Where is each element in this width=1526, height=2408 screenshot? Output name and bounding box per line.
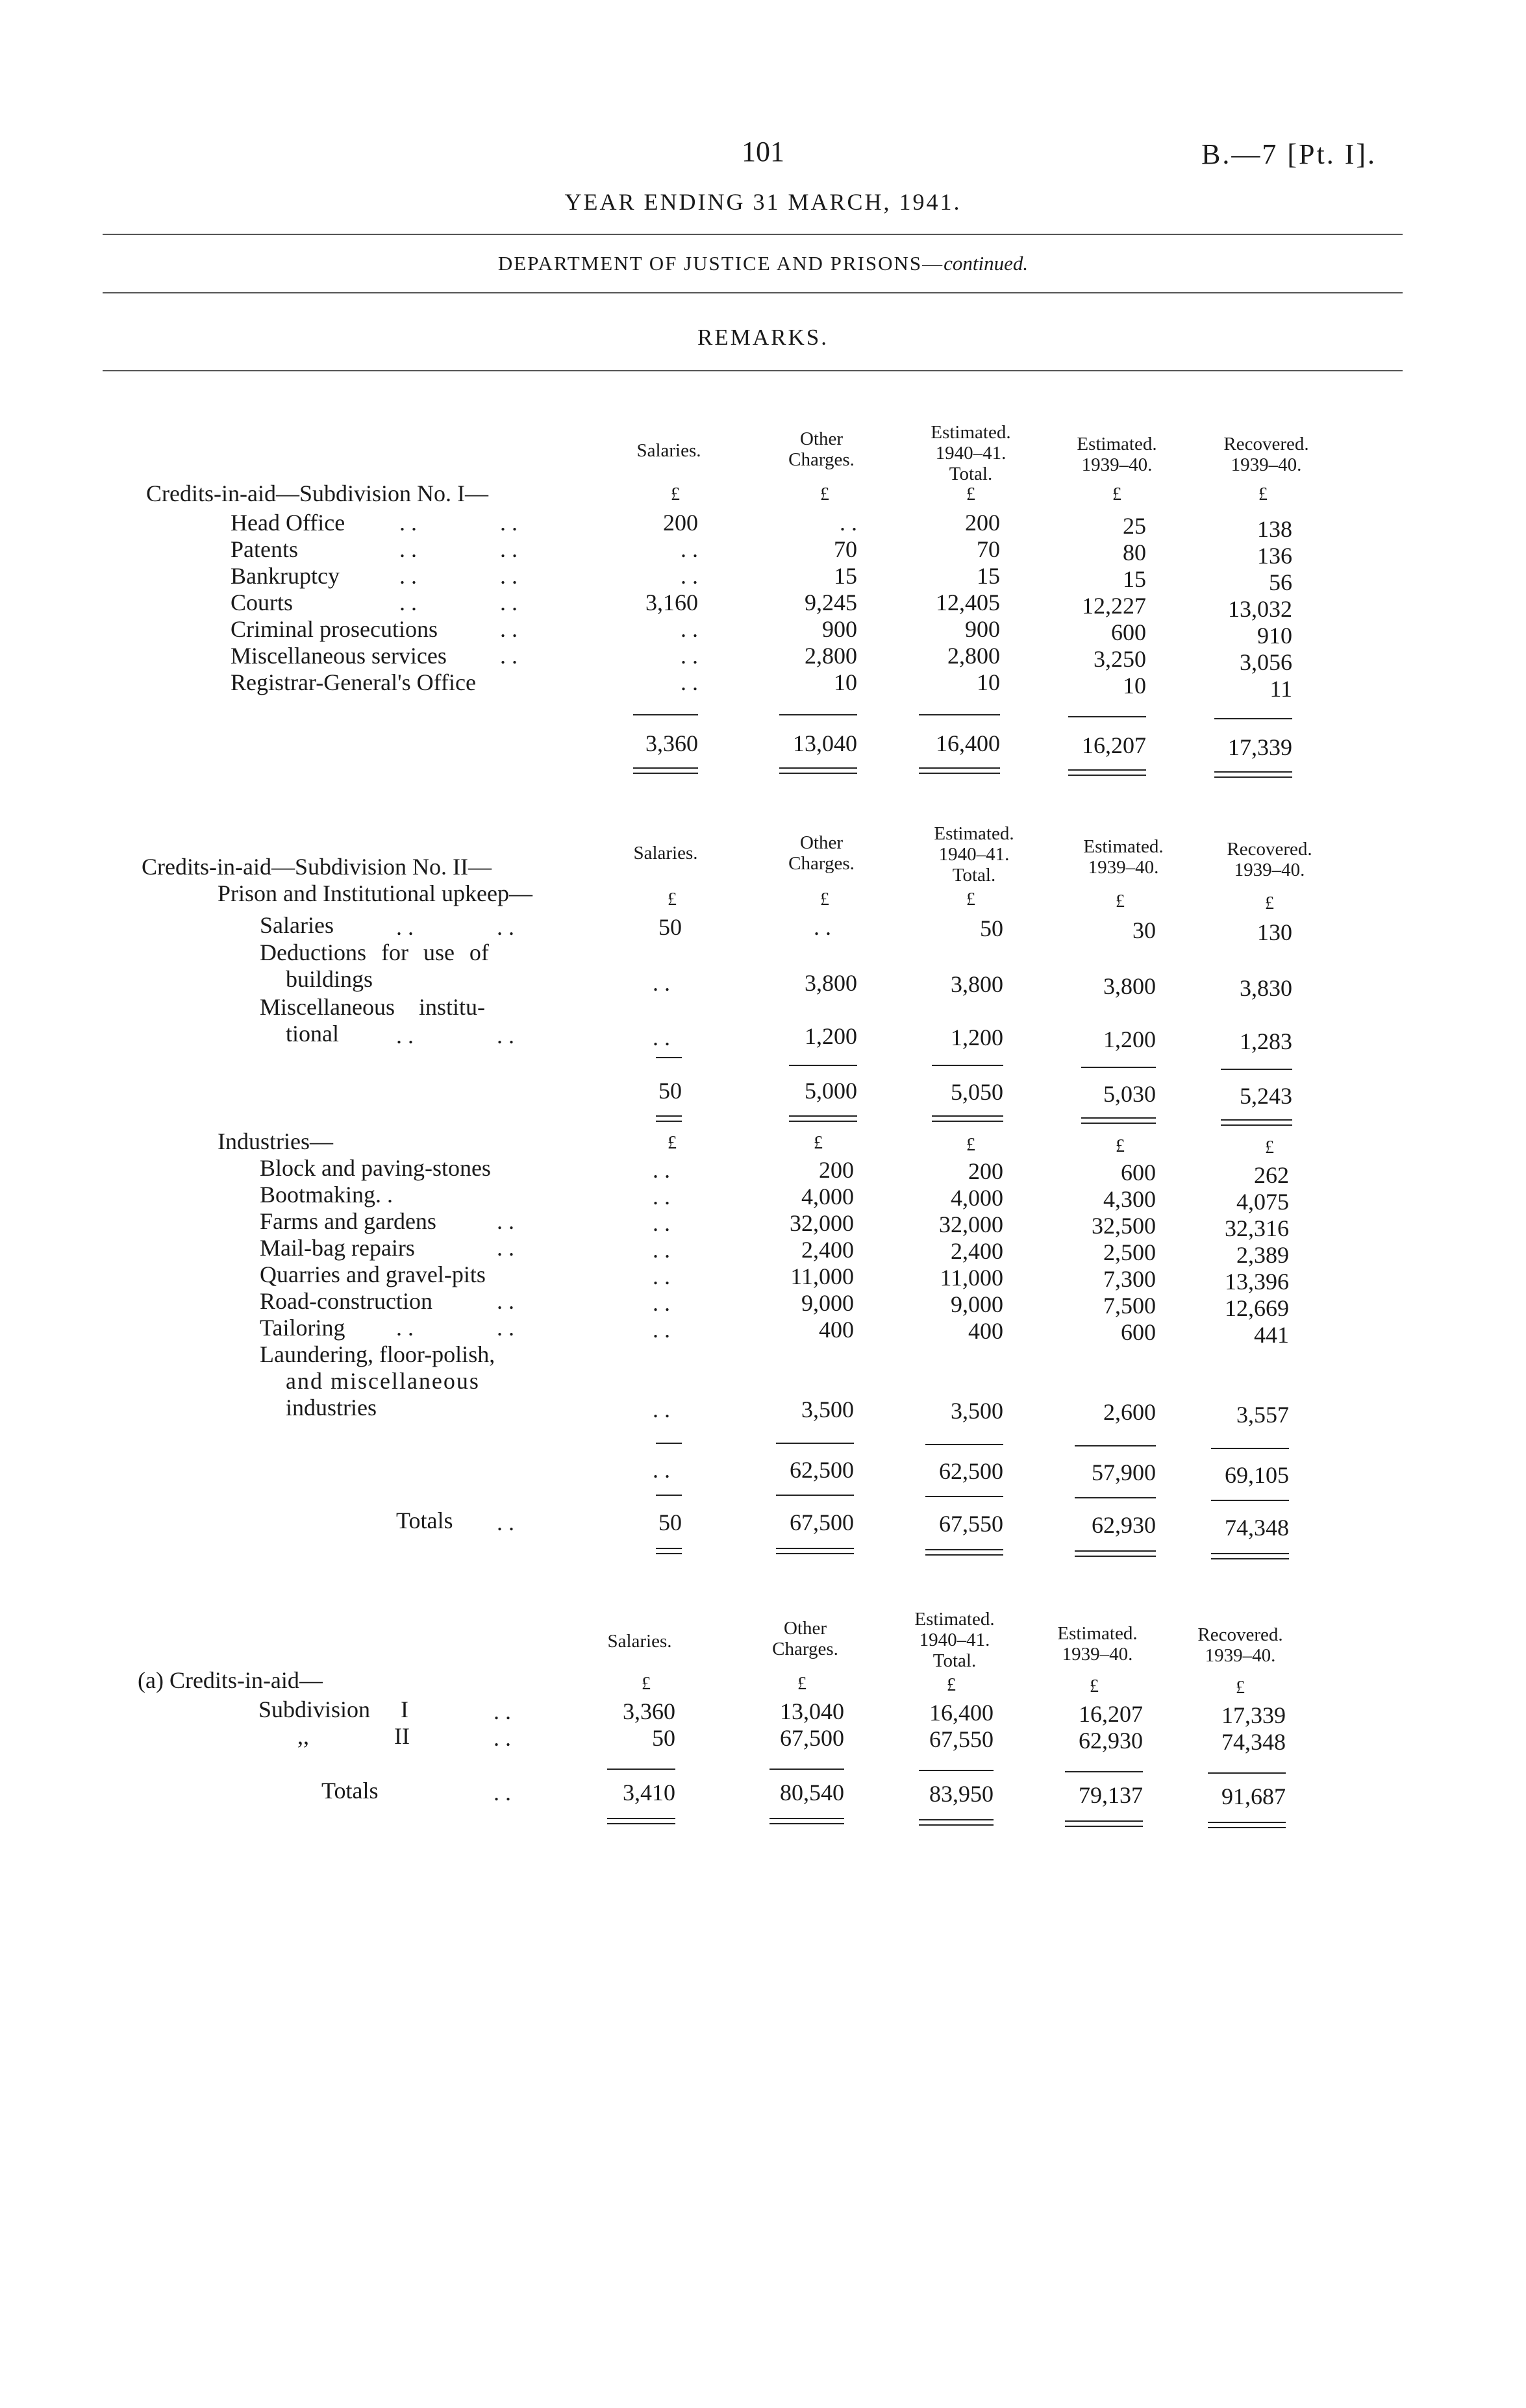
sum-line — [1068, 716, 1146, 717]
subtotal-other-charges: 5,000 — [805, 1078, 857, 1104]
cell-recovered-1939: 12,669 — [1225, 1295, 1289, 1321]
cell-salaries: . . — [653, 1290, 670, 1316]
subtotal-double-line — [656, 1115, 682, 1122]
currency-label: £ — [1265, 1137, 1274, 1158]
cell-other-charges: 13,040 — [780, 1698, 844, 1724]
cell-estimated-1940: 32,000 — [939, 1211, 1003, 1237]
cell-other-charges: 2,800 — [805, 643, 857, 669]
cell-estimated-1940: 9,000 — [951, 1291, 1003, 1317]
cell-salaries: . . — [653, 1263, 670, 1289]
leader-dots: . . — [497, 1315, 514, 1341]
sum-line — [1221, 1069, 1292, 1070]
cell-recovered-1939: 2,389 — [1236, 1242, 1289, 1268]
cell-estimated-1939: 7,300 — [1103, 1266, 1156, 1292]
cell-estimated-1939: 600 — [1111, 619, 1146, 645]
row-label: Salaries — [260, 912, 334, 938]
sum-line — [779, 714, 857, 715]
cell-recovered-1939: 3,830 — [1240, 975, 1292, 1001]
currency-label: £ — [814, 1133, 823, 1153]
cell-estimated-1940: 3,800 — [951, 971, 1003, 997]
table-subtitle: Prison and Institutional upkeep— — [218, 880, 532, 906]
department-title — [0, 252, 1526, 275]
cell-other-charges: 32,000 — [790, 1210, 854, 1236]
currency-label: £ — [820, 484, 829, 504]
row-label: Miscellaneous services — [231, 643, 447, 669]
cell-other-charges: 4,000 — [801, 1184, 854, 1210]
currency-label: £ — [668, 1133, 677, 1153]
total-double-line — [919, 1819, 994, 1826]
cell-other-charges: 1,200 — [805, 1023, 857, 1049]
leader-dots: . . — [497, 1288, 514, 1314]
cell-estimated-1939: 30 — [1132, 917, 1156, 943]
subtotal-double-line — [932, 1115, 1003, 1122]
cell-other-charges: . . — [840, 510, 857, 536]
row-label: Bootmaking. . — [260, 1182, 393, 1208]
total-other-charges: 80,540 — [780, 1780, 844, 1806]
row-label: Laundering, floor-polish, — [260, 1341, 495, 1367]
department-rule — [103, 292, 1403, 293]
currency-label: £ — [820, 889, 829, 910]
sum-line — [1211, 1500, 1289, 1501]
cell-estimated-1939: 12,227 — [1082, 593, 1146, 619]
row-label: Head Office — [231, 510, 345, 536]
sum-line — [1075, 1445, 1156, 1446]
cell-estimated-1940: 400 — [968, 1318, 1003, 1344]
total-other-charges: 13,040 — [793, 730, 857, 756]
cell-other-charges: 11,000 — [790, 1263, 854, 1289]
col-header-salaries: Salaries. — [633, 843, 698, 863]
currency-label: £ — [1258, 484, 1268, 504]
row-label: Road-construction — [260, 1288, 432, 1314]
sum-line — [607, 1769, 675, 1770]
cell-salaries: . . — [653, 1317, 670, 1343]
cell-estimated-1940: 70 — [977, 536, 1000, 562]
total-estimated-1940: 16,400 — [936, 730, 1000, 756]
currency-label: £ — [668, 889, 677, 910]
total-double-line — [776, 1548, 854, 1554]
cell-recovered-1939: 262 — [1254, 1162, 1289, 1188]
total-salaries: 3,410 — [623, 1780, 675, 1806]
total-recovered-1939: 74,348 — [1225, 1515, 1289, 1541]
cell-estimated-1940: 2,800 — [947, 643, 1000, 669]
cell-other-charges: . . — [814, 914, 831, 940]
leader-dots: . . — [396, 1023, 414, 1049]
sum-line — [656, 1057, 682, 1058]
row-label: Registrar-General's Office — [231, 669, 476, 695]
currency-label: £ — [1116, 891, 1125, 912]
currency-label: £ — [1116, 1136, 1125, 1156]
col-header-salaries: Salaries. — [636, 440, 701, 461]
row-label: Quarries and gravel-pits — [260, 1261, 486, 1287]
col-header-estimated-1939: Estimated. 1939–40. — [1083, 836, 1164, 878]
sum-line — [769, 1769, 844, 1770]
subtotal-recovered-1939: 69,105 — [1225, 1462, 1289, 1488]
cell-recovered-1939: 74,348 — [1221, 1729, 1286, 1755]
cell-estimated-1940: 3,500 — [951, 1398, 1003, 1424]
cell-salaries: 3,160 — [645, 590, 698, 615]
col-header-other-charges: Other Charges. — [788, 428, 855, 470]
sum-line — [776, 1495, 854, 1496]
leader-dots: . . — [497, 1023, 514, 1049]
sum-line — [1075, 1497, 1156, 1498]
page-number: 101 — [742, 136, 784, 168]
cell-estimated-1939: 600 — [1121, 1319, 1156, 1345]
col-header-other-charges: Other Charges. — [788, 832, 855, 874]
leader-dots: . . — [399, 510, 417, 536]
cell-estimated-1939: 2,600 — [1103, 1399, 1156, 1425]
currency-label: £ — [966, 1135, 975, 1155]
cell-other-charges: 10 — [834, 669, 857, 695]
cell-estimated-1940: 200 — [965, 510, 1000, 536]
cell-recovered-1939: 3,557 — [1236, 1402, 1289, 1428]
currency-label: £ — [1236, 1678, 1245, 1698]
table-title: (a) Credits-in-aid— — [138, 1667, 323, 1693]
total-double-line — [1065, 1820, 1143, 1827]
total-double-line — [1208, 1822, 1286, 1828]
leader-dots: . . — [494, 1780, 511, 1806]
currency-label: £ — [642, 1674, 651, 1694]
cell-salaries: 50 — [658, 914, 682, 940]
cell-estimated-1940: 67,550 — [929, 1726, 994, 1752]
remarks-rule — [103, 370, 1403, 371]
cell-recovered-1939: 441 — [1254, 1322, 1289, 1348]
row-label-continued: tional — [286, 1021, 339, 1047]
currency-label: £ — [966, 484, 975, 504]
col-header-other-charges: Other Charges. — [772, 1618, 838, 1659]
currency-label: £ — [1090, 1676, 1099, 1696]
currency-label: £ — [671, 484, 680, 504]
cell-estimated-1940: 15 — [977, 563, 1000, 589]
table-title: Credits-in-aid—Subdivision No. I— — [146, 480, 488, 506]
cell-estimated-1940: 900 — [965, 616, 1000, 642]
subtotal-salaries: 50 — [658, 1078, 682, 1104]
sum-line — [633, 714, 698, 715]
subtotal-other-charges: 62,500 — [790, 1457, 854, 1483]
currency-label: £ — [1265, 893, 1274, 913]
total-other-charges: 67,500 — [790, 1509, 854, 1535]
cell-recovered-1939: 13,032 — [1228, 596, 1292, 622]
total-double-line — [1214, 771, 1292, 778]
row-label: Bankruptcy — [231, 563, 340, 589]
sum-line — [925, 1496, 1003, 1497]
cell-estimated-1939: 600 — [1121, 1160, 1156, 1185]
leader-dots: . . — [399, 590, 417, 615]
total-estimated-1939: 62,930 — [1092, 1512, 1156, 1538]
col-header-recovered-1939: Recovered. 1939–40. — [1227, 839, 1312, 880]
total-recovered-1939: 91,687 — [1221, 1783, 1286, 1809]
cell-estimated-1940: 11,000 — [940, 1265, 1003, 1291]
total-double-line — [633, 767, 698, 774]
row-label: Farms and gardens — [260, 1208, 436, 1234]
cell-recovered-1939: 138 — [1257, 516, 1292, 542]
leader-dots: . . — [500, 590, 518, 615]
subtotal-estimated-1940: 5,050 — [951, 1079, 1003, 1105]
currency-label: £ — [966, 889, 975, 910]
col-header-recovered-1939: Recovered. 1939–40. — [1223, 434, 1309, 475]
cell-recovered-1939: 32,316 — [1225, 1215, 1289, 1241]
cell-salaries: . . — [681, 616, 698, 642]
totals-label: Totals — [321, 1778, 379, 1804]
cell-other-charges: 3,800 — [805, 970, 857, 996]
cell-recovered-1939: 11 — [1270, 676, 1292, 702]
row-label: Deductions for use of — [260, 939, 489, 965]
total-double-line — [1211, 1553, 1289, 1559]
sum-line — [1214, 718, 1292, 719]
cell-estimated-1939: 25 — [1123, 513, 1146, 539]
subtotal-estimated-1940: 62,500 — [939, 1458, 1003, 1484]
total-double-line — [769, 1818, 844, 1824]
col-header-estimated-1939: Estimated. 1939–40. — [1057, 1623, 1138, 1665]
cell-estimated-1940: 10 — [977, 669, 1000, 695]
cell-estimated-1939: 15 — [1123, 566, 1146, 592]
subtotal-double-line — [1081, 1117, 1156, 1124]
total-double-line — [1068, 769, 1146, 776]
section-title: REMARKS. — [697, 325, 829, 350]
leader-dots: . . — [396, 914, 414, 940]
total-estimated-1939: 79,137 — [1079, 1782, 1143, 1808]
cell-recovered-1939: 910 — [1257, 623, 1292, 649]
total-salaries: 3,360 — [645, 730, 698, 756]
cell-recovered-1939: 17,339 — [1221, 1702, 1286, 1728]
leader-dots: . . — [500, 616, 518, 642]
sum-line — [919, 1770, 994, 1771]
cell-estimated-1939: 16,207 — [1079, 1701, 1143, 1727]
cell-other-charges: 400 — [819, 1317, 854, 1343]
total-double-line — [779, 767, 857, 774]
leader-dots: . . — [399, 563, 417, 589]
col-header-estimated-1940: Estimated. 1940–41. Total. — [931, 422, 1011, 484]
cell-estimated-1939: 3,250 — [1094, 646, 1146, 672]
cell-salaries: 3,360 — [623, 1698, 675, 1724]
col-header-estimated-1940: Estimated. 1940–41. Total. — [934, 823, 1014, 886]
cell-estimated-1939: 3,800 — [1103, 973, 1156, 999]
row-label: Criminal prosecutions — [231, 616, 438, 642]
sum-line — [1211, 1448, 1289, 1449]
department-continued: continued. — [944, 252, 1029, 275]
total-estimated-1940: 67,550 — [939, 1511, 1003, 1537]
sum-line — [776, 1443, 854, 1444]
cell-other-charges: 70 — [834, 536, 857, 562]
sum-line — [919, 714, 1000, 715]
cell-estimated-1939: 32,500 — [1092, 1213, 1156, 1239]
total-double-line — [1075, 1550, 1156, 1557]
col-header-salaries: Salaries. — [607, 1631, 672, 1652]
cell-estimated-1940: 12,405 — [936, 590, 1000, 615]
row-label: Tailoring — [260, 1315, 345, 1341]
cell-estimated-1939: 80 — [1123, 540, 1146, 565]
subtotal-recovered-1939: 5,243 — [1240, 1083, 1292, 1109]
year-title: YEAR ENDING 31 MARCH, 1941. — [564, 189, 962, 215]
cell-estimated-1939: 4,300 — [1103, 1186, 1156, 1212]
cell-salaries: . . — [653, 970, 670, 996]
cell-recovered-1939: 4,075 — [1236, 1189, 1289, 1215]
leader-dots: . . — [500, 643, 518, 669]
total-salaries: 50 — [658, 1509, 682, 1535]
cell-estimated-1939: 10 — [1123, 673, 1146, 699]
cell-salaries: 50 — [652, 1725, 675, 1751]
cell-salaries: . . — [653, 1024, 670, 1050]
sum-line — [932, 1065, 1003, 1066]
sum-line — [656, 1495, 682, 1496]
total-double-line — [919, 767, 1000, 774]
subtotal-double-line — [789, 1115, 857, 1122]
leader-dots: . . — [497, 1235, 514, 1261]
totals-label: Totals — [396, 1508, 453, 1533]
cell-salaries: 200 — [663, 510, 698, 536]
sum-line — [789, 1065, 857, 1066]
row-label: Miscellaneous institu- — [260, 994, 485, 1020]
document-reference: B.—7 [Pt. I]. — [1201, 138, 1377, 170]
cell-recovered-1939: 13,396 — [1225, 1269, 1289, 1295]
row-label-continued: buildings — [286, 966, 373, 992]
row-label: Patents — [231, 536, 298, 562]
cell-recovered-1939: 1,283 — [1240, 1028, 1292, 1054]
total-double-line — [925, 1549, 1003, 1556]
industries-title: Industries— — [218, 1128, 333, 1154]
total-estimated-1940: 83,950 — [929, 1781, 994, 1807]
cell-salaries: . . — [681, 563, 698, 589]
cell-estimated-1940: 4,000 — [951, 1185, 1003, 1211]
row-label: Subdivision — [258, 1696, 371, 1722]
header-rule — [103, 234, 1403, 235]
sum-line — [1065, 1771, 1143, 1772]
cell-salaries: . . — [653, 1210, 670, 1236]
leader-dots: . . — [500, 536, 518, 562]
cell-other-charges: 9,000 — [801, 1290, 854, 1316]
cell-other-charges: 9,245 — [805, 590, 857, 615]
leader-dots: . . — [500, 563, 518, 589]
total-double-line — [656, 1548, 682, 1554]
cell-recovered-1939: 136 — [1257, 543, 1292, 569]
cell-salaries: . . — [653, 1237, 670, 1263]
row-label: Block and paving-stones — [260, 1155, 491, 1181]
cell-estimated-1939: 2,500 — [1103, 1239, 1156, 1265]
sum-line — [925, 1444, 1003, 1445]
cell-salaries: . . — [653, 1157, 670, 1183]
currency-label: £ — [797, 1674, 807, 1694]
subtotal-estimated-1939: 57,900 — [1092, 1459, 1156, 1485]
department-name: DEPARTMENT OF JUSTICE AND PRISONS— — [497, 252, 944, 275]
leader-dots: . . — [399, 536, 417, 562]
cell-other-charges: 200 — [819, 1157, 854, 1183]
cell-salaries: . . — [681, 669, 698, 695]
total-recovered-1939: 17,339 — [1228, 734, 1292, 760]
row-label-numeral: I — [401, 1696, 408, 1722]
row-label-continued: industries — [286, 1395, 377, 1421]
cell-other-charges: 67,500 — [780, 1725, 844, 1751]
cell-estimated-1939: 1,200 — [1103, 1026, 1156, 1052]
total-estimated-1939: 16,207 — [1082, 732, 1146, 758]
sum-line — [1208, 1772, 1286, 1774]
cell-estimated-1940: 16,400 — [929, 1700, 994, 1726]
col-header-estimated-1939: Estimated. 1939–40. — [1077, 434, 1157, 475]
row-label-numeral: II — [394, 1723, 410, 1749]
cell-salaries: . . — [653, 1396, 670, 1422]
currency-label: £ — [947, 1675, 956, 1695]
leader-dots: . . — [494, 1725, 511, 1751]
cell-estimated-1939: 62,930 — [1079, 1728, 1143, 1754]
cell-other-charges: 2,400 — [801, 1237, 854, 1263]
cell-estimated-1940: 2,400 — [951, 1238, 1003, 1264]
cell-recovered-1939: 56 — [1269, 569, 1292, 595]
subtotal-double-line — [1221, 1119, 1292, 1126]
sum-line — [656, 1443, 682, 1444]
col-header-recovered-1939: Recovered. 1939–40. — [1197, 1624, 1283, 1666]
leader-dots: . . — [396, 1315, 414, 1341]
row-label: Mail-bag repairs — [260, 1235, 415, 1261]
cell-estimated-1940: 50 — [980, 915, 1003, 941]
currency-label: £ — [1112, 484, 1121, 504]
leader-dots: . . — [497, 1208, 514, 1234]
cell-estimated-1940: 200 — [968, 1158, 1003, 1184]
cell-other-charges: 15 — [834, 563, 857, 589]
subtotal-estimated-1939: 5,030 — [1103, 1081, 1156, 1107]
cell-other-charges: 900 — [822, 616, 857, 642]
leader-dots: . . — [494, 1698, 511, 1724]
row-label-ditto: ,, — [297, 1723, 309, 1749]
sum-line — [1081, 1067, 1156, 1068]
leader-dots: . . — [497, 914, 514, 940]
row-label-continued: and miscellaneous — [286, 1368, 480, 1394]
cell-recovered-1939: 130 — [1257, 919, 1292, 945]
cell-salaries: . . — [681, 643, 698, 669]
cell-salaries: . . — [653, 1184, 670, 1210]
leader-dots: . . — [497, 1509, 514, 1535]
row-label: Courts — [231, 590, 294, 615]
total-double-line — [607, 1818, 675, 1824]
cell-recovered-1939: 3,056 — [1240, 649, 1292, 675]
subtotal-salaries: . . — [653, 1457, 670, 1483]
leader-dots: . . — [500, 510, 518, 536]
cell-salaries: . . — [681, 536, 698, 562]
cell-estimated-1940: 1,200 — [951, 1024, 1003, 1050]
table-title: Credits-in-aid—Subdivision No. II— — [142, 854, 492, 880]
col-header-estimated-1940: Estimated. 1940–41. Total. — [914, 1609, 995, 1671]
cell-other-charges: 3,500 — [801, 1396, 854, 1422]
cell-estimated-1939: 7,500 — [1103, 1293, 1156, 1319]
